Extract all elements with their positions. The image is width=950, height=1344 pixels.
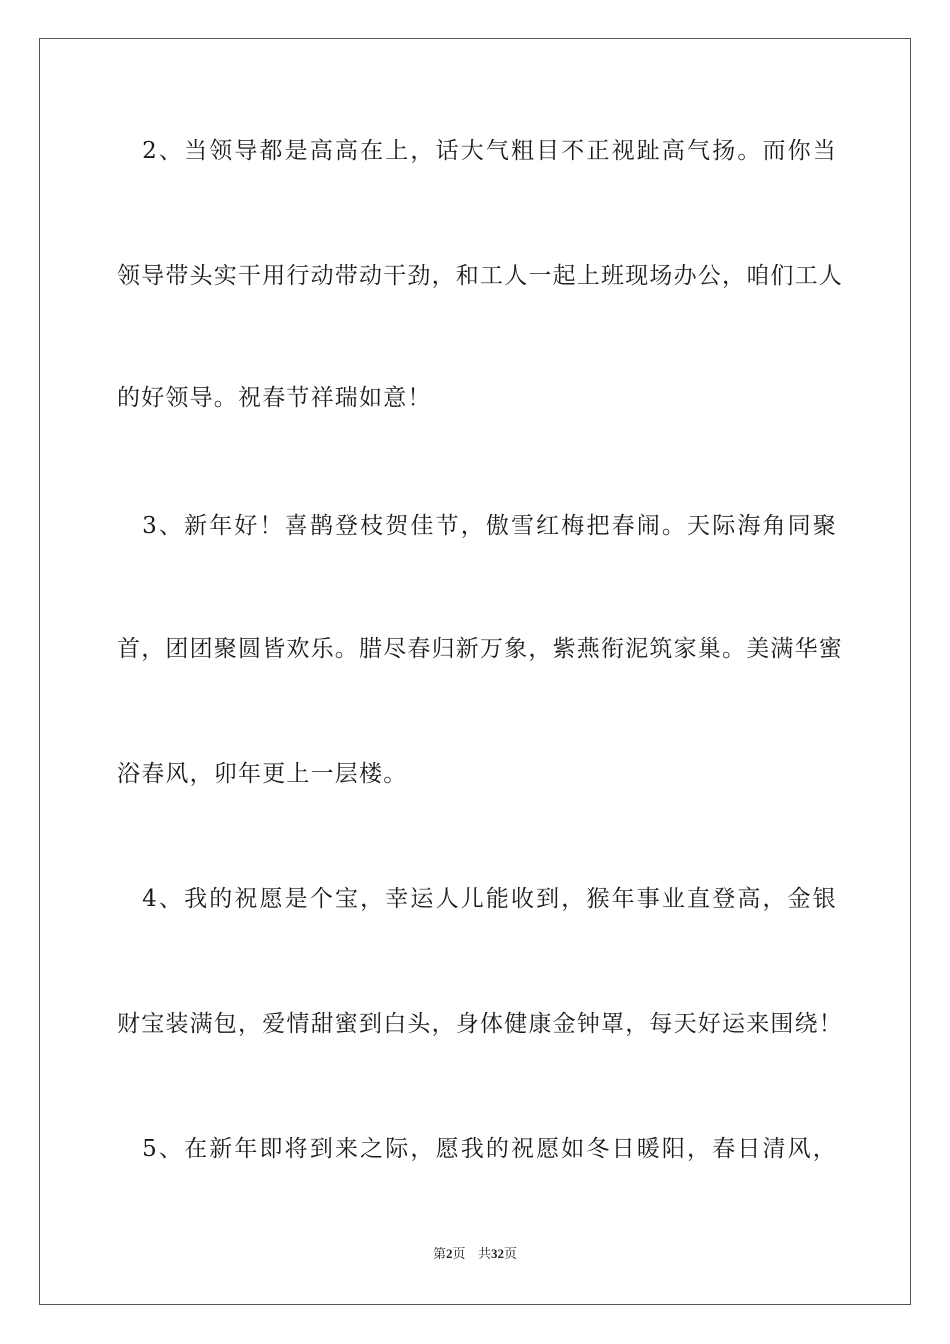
footer-total-prefix: 共 xyxy=(477,1247,491,1262)
text-line: 5、在新年即将到来之际，愿我的祝愿如冬日暖阳，春日清风， xyxy=(117,1136,837,1162)
text-line: 3、新年好！喜鹊登枝贺佳节，傲雪红梅把春闹。天际海角同聚 xyxy=(117,513,837,539)
text-line: 的好领导。祝春节祥瑞如意！ xyxy=(117,385,432,411)
footer-total-pages: 32 xyxy=(490,1246,504,1261)
text-line: 浴春风，卯年更上一层楼。 xyxy=(117,761,408,787)
text-line: 首，团团聚圆皆欢乐。腊尽春归新万象，紫燕衔泥筑家巢。美满华蜜 xyxy=(117,636,843,662)
text-line: 领导带头实干用行动带动干劲，和工人一起上班现场办公，咱们工人 xyxy=(117,263,843,289)
page-border xyxy=(39,38,911,1305)
text-line: 4、我的祝愿是个宝，幸运人儿能收到，猴年事业直登高，金银 xyxy=(117,886,837,912)
footer-page-unit: 页 xyxy=(452,1247,466,1262)
footer-prefix: 第 xyxy=(433,1247,447,1262)
text-line: 2、当领导都是高高在上，话大气粗目不正视趾高气扬。而你当 xyxy=(117,138,837,164)
page-footer xyxy=(0,1245,950,1264)
text-line: 财宝装满包，爱情甜蜜到白头，身体健康金钟罩，每天好运来围绕！ xyxy=(117,1011,843,1037)
footer-total-unit: 页 xyxy=(503,1247,517,1262)
footer-page-number: 2 xyxy=(446,1246,453,1261)
